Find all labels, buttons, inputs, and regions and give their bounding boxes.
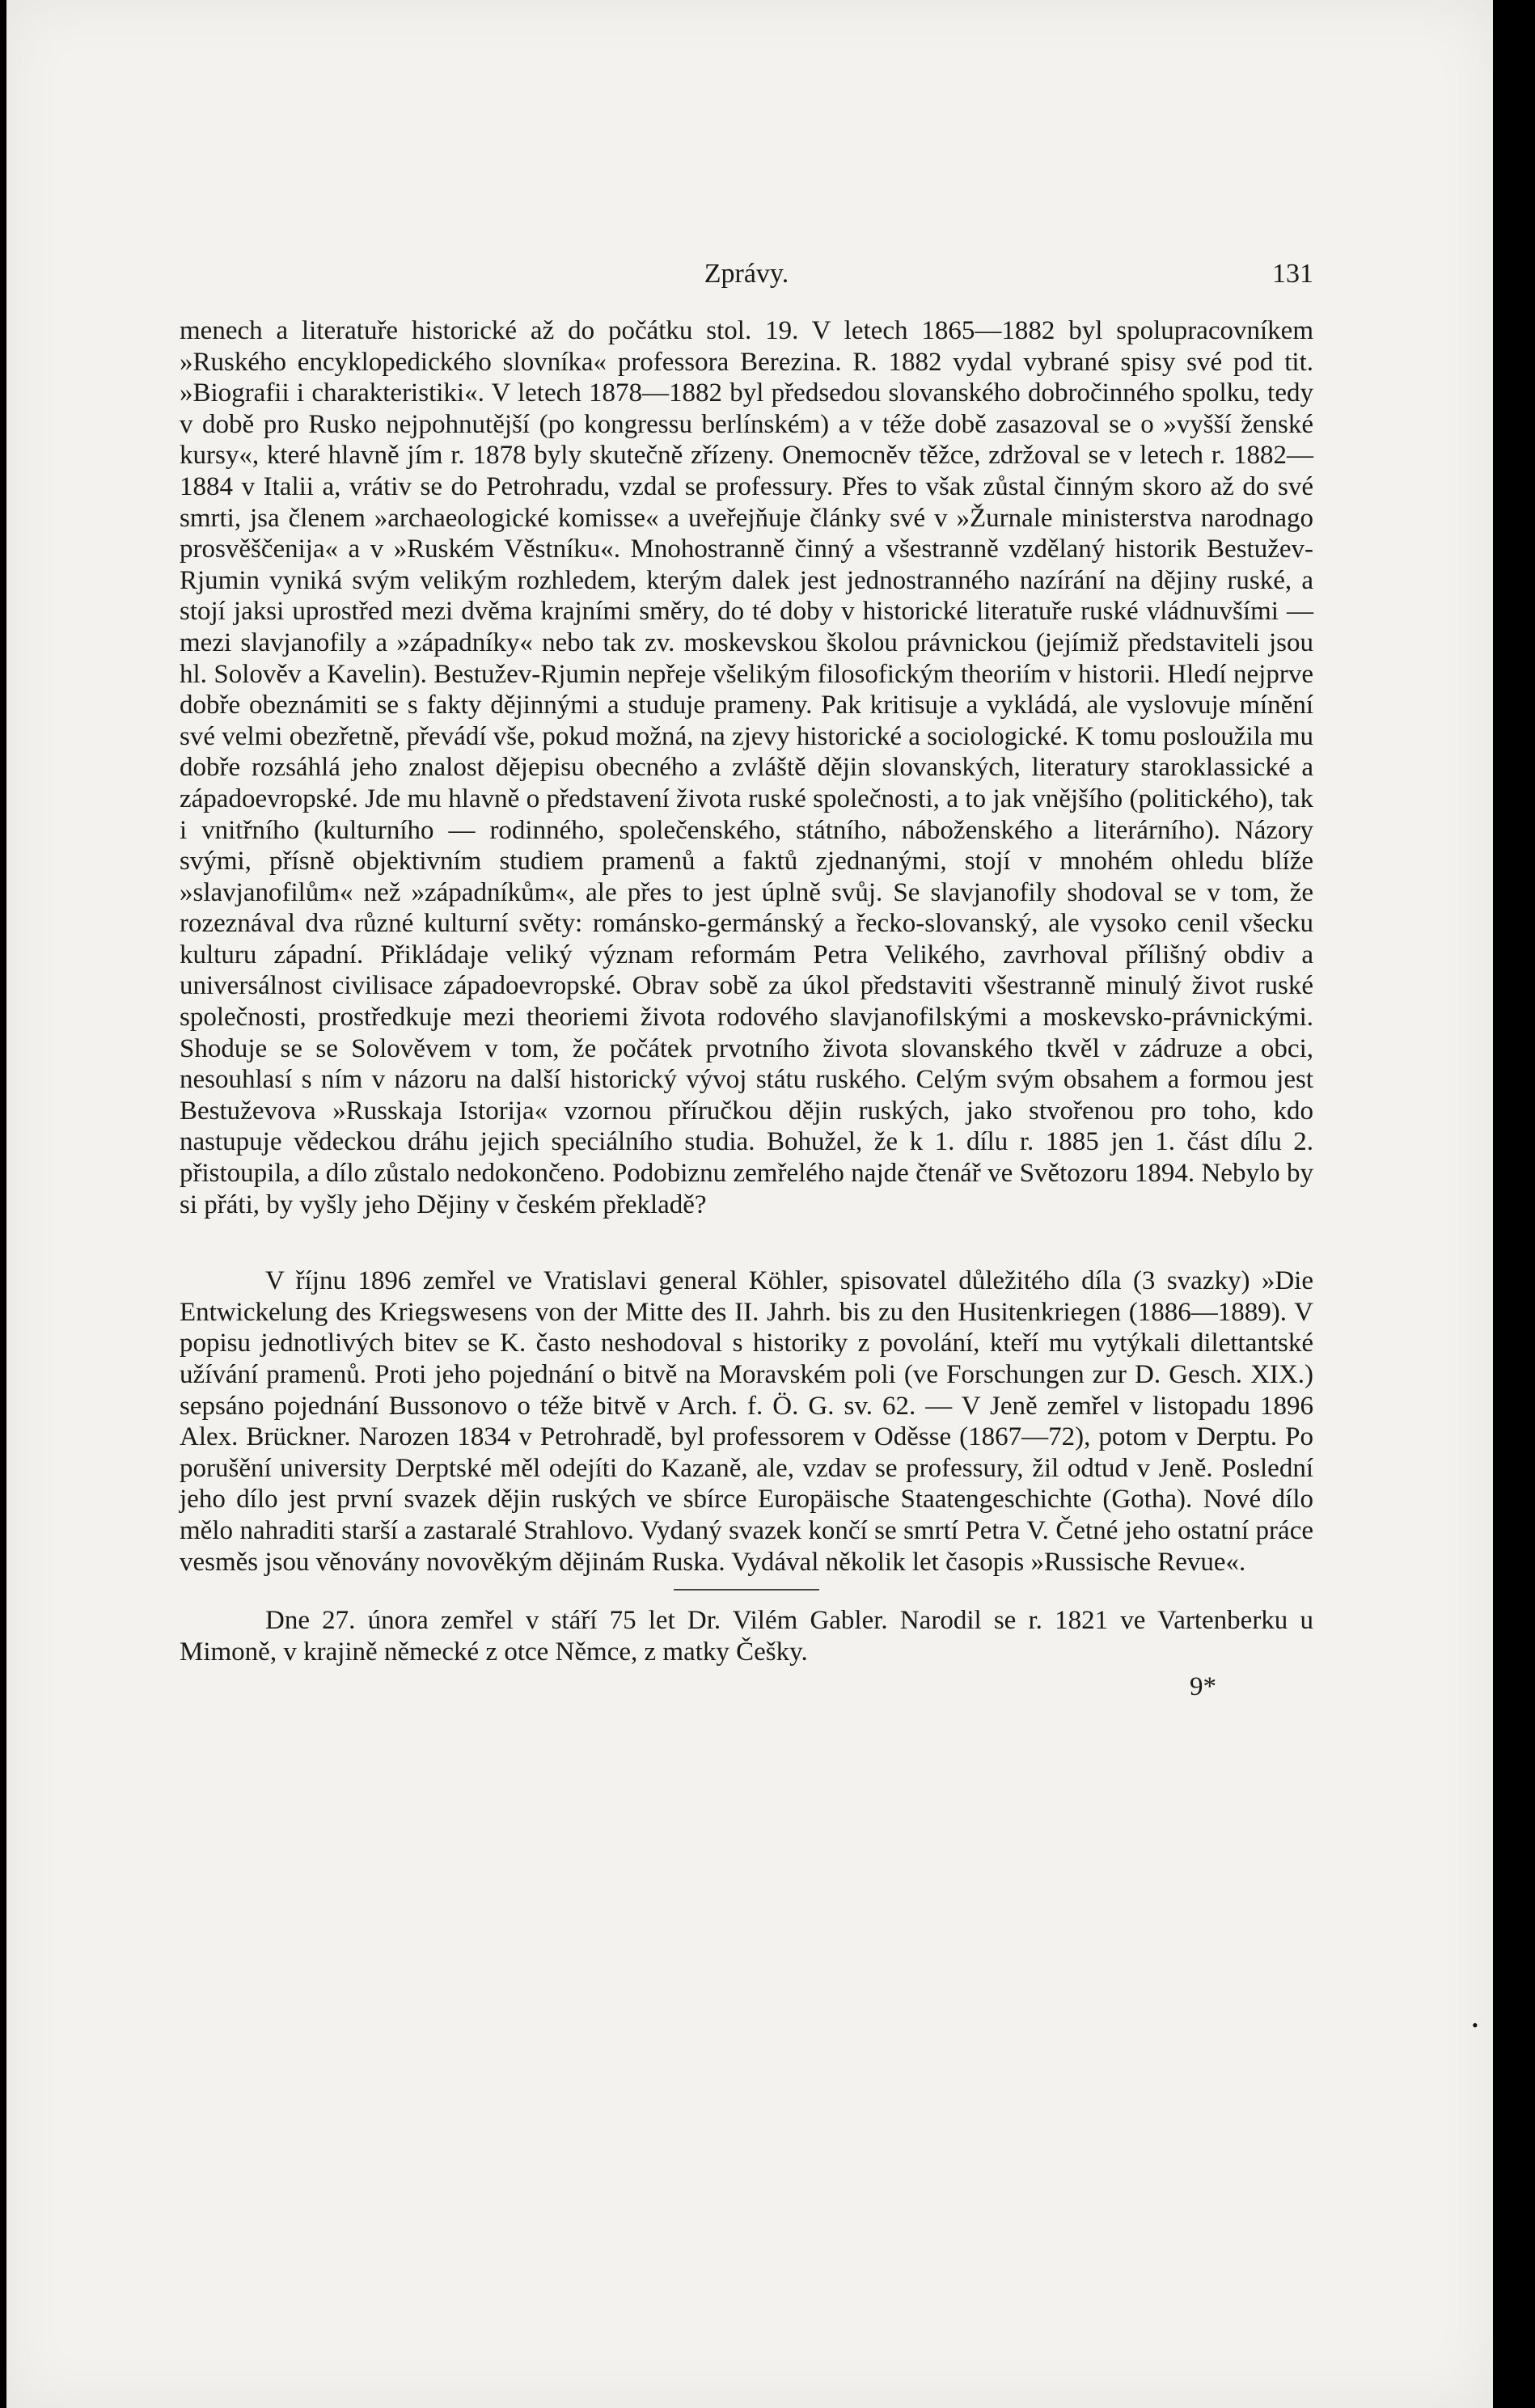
signature-text: 9* [1190, 1672, 1216, 1702]
running-header [180, 259, 1313, 315]
section-gap [180, 1220, 1313, 1265]
running-title: Zprávy. [704, 259, 789, 289]
page-number: 131 [1272, 259, 1313, 289]
scan-border [1493, 0, 1535, 2408]
paragraph-kohler-bruckner: V říjnu 1896 zemřel ve Vratislavi general Köhler, spisovatel důležitého díla (3 svazky) »Die Entwickelung des Kriegswesens von der Mitte des II. Jahrh. bis zu den Husitenkriegen (1886—1889). V popisu jednotlivých bitev se K. často neshodoval s historiky z povolání, kteří mu vytýkali dilettantské užívání pramenů. Proti jeho pojednání o bitvě na Moravském poli (ve Forschungen zur D. Gesch. XIX.) sepsáno pojednání Bussonovo o téže bitvě v Arch. f. Ö. G. sv. 62. — V Jeně zemřel v listopadu 1896 Alex. Brückner. Narozen 1834 v Petrohradě, byl professorem v Oděsse (1867—72), potom v Derptu. Po porušění university Derptské měl odejíti do Kazaně, ale, vzdav se professury, žil odtud v Jeně. Poslední jeho dílo jest první svazek dějin ruských ve sbírce Europäische Staatengeschichte (Gotha). Nové dílo mělo nahraditi starší a zastaralé Strahlovo. Vydaný svazek končí se smrtí Petra V. Četné jeho ostatní práce vesměs jsou věnovány novověkým dějinám Ruska. Vydával několik let časopis »Russische Revue«. [180, 1266, 1313, 1577]
page-content [180, 259, 1313, 1708]
margin-mark: • [1472, 2015, 1478, 2035]
section-divider [674, 1589, 819, 1591]
paragraph-gabler: Dne 27. února zemřel v stáří 75 let Dr. Vilém Gabler. Narodil se r. 1821 ve Vartenberku u Mimoně, v krajině německé z otce Němce, z matky Češky. [180, 1606, 1313, 1667]
paragraph-bestuzev-rjumin: menech a literatuře historické až do počátku stol. 19. V letech 1865—1882 byl spolupracovníkem »Ruského encyklopedického slovníka« professora Berezina. R. 1882 vydal vybrané spisy své pod tit. »Biografii i charakteristiki«. V letech 1878—1882 byl předsedou slovanského dobročinného spolku, tedy v době pro Rusko nejpohnutější (po kongressu berlínském) a v téže době zasazoval se o »vyšší ženské kursy«, které hlavně jím r. 1878 byly skutečně zřízeny. Onemocněv těžce, zdržoval se v letech r. 1882—1884 v Italii a, vrátiv se do Petrohradu, vzdal se professury. Přes to však zůstal činným skoro až do své smrti, jsa členem »archaeologické komisse« a uveřejňuje články své v »Žurnale ministerstva narodnago prosvěščenija« a v »Ruském Věstníku«. Mnohostranně činný a všestranně vzdělaný historik Bestužev-Rjumin vyniká svým velikým rozhledem, kterým dalek jest jednostranného nazírání na dějiny ruské, a stojí jaksi uprostřed mezi dvěma krajními směry, do té doby v historické literatuře ruské vládnuvšími — mezi slavjanofily a »západníky« nebo tak zv. moskevskou školou právnickou (jejímiž představiteli jsou hl. Solověv a Kavelin). Bestužev-Rjumin nepřeje všelikým filosofickým theoriím v historii. Hledí nejprve dobře obeznámiti se s fakty dějinnými a studuje prameny. Pak kritisuje a vykládá, ale vyslovuje mínění své velmi obezřetně, převádí vše, pokud možná, na zjevy historické a sociologické. K tomu posloužila mu dobře rozsáhlá jeho znalost dějepisu obecného a zvláště dějin slovanských, literatury staroklassické a západoevropské. Jde mu hlavně o představení života ruské společnosti, a to jak vnějšího (politického), tak i vnitřního (kulturního — rodinného, společenského, státního, náboženského a literárního). Názory svými, přísně objektivním studiem pramenů a faktů zjednanými, stojí v mnohém ohledu blíže »slavjanofilům« než »západníkům«, ale přes to jest úplně svůj. Se slavjanofily shodoval se v tom, že rozeznával dva různé kulturní světy: románsko-germánský a řecko-slovanský, ale vysoko cenil všecku kulturu západní. Přikládaje veliký význam reformám Petra Velikého, zavrhoval přílišný obdiv a universálnost civilisace západoevropské. Obrav sobě za úkol představiti všestranně minulý život ruské společnosti, prostředkuje mezi theoriemi života rodového slavjanofilskými a moskevsko-právnickými. Shoduje se se Solověvem v tom, že počátek prvotního života slovanského tkvěl v zádruze a obci, nesouhlasí s ním v názoru na další historický vývoj státu ruského. Celým svým obsahem a formou jest Bestuževova »Russkaja Istorija« vzornou příručkou dějin ruských, jako stvořenou pro toho, kdo nastupuje vědeckou dráhu jejich speciálního studia. Bohužel, že k 1. dílu r. 1885 jen 1. část dílu 2. přistoupila, a dílo zůstalo nedokončeno. Podobiznu zemřelého najde čtenář ve Světozoru 1894. Nebylo by si přáti, by vyšly jeho Dějiny v českém překladě? [180, 316, 1313, 1219]
signature-mark [180, 1667, 1313, 1708]
